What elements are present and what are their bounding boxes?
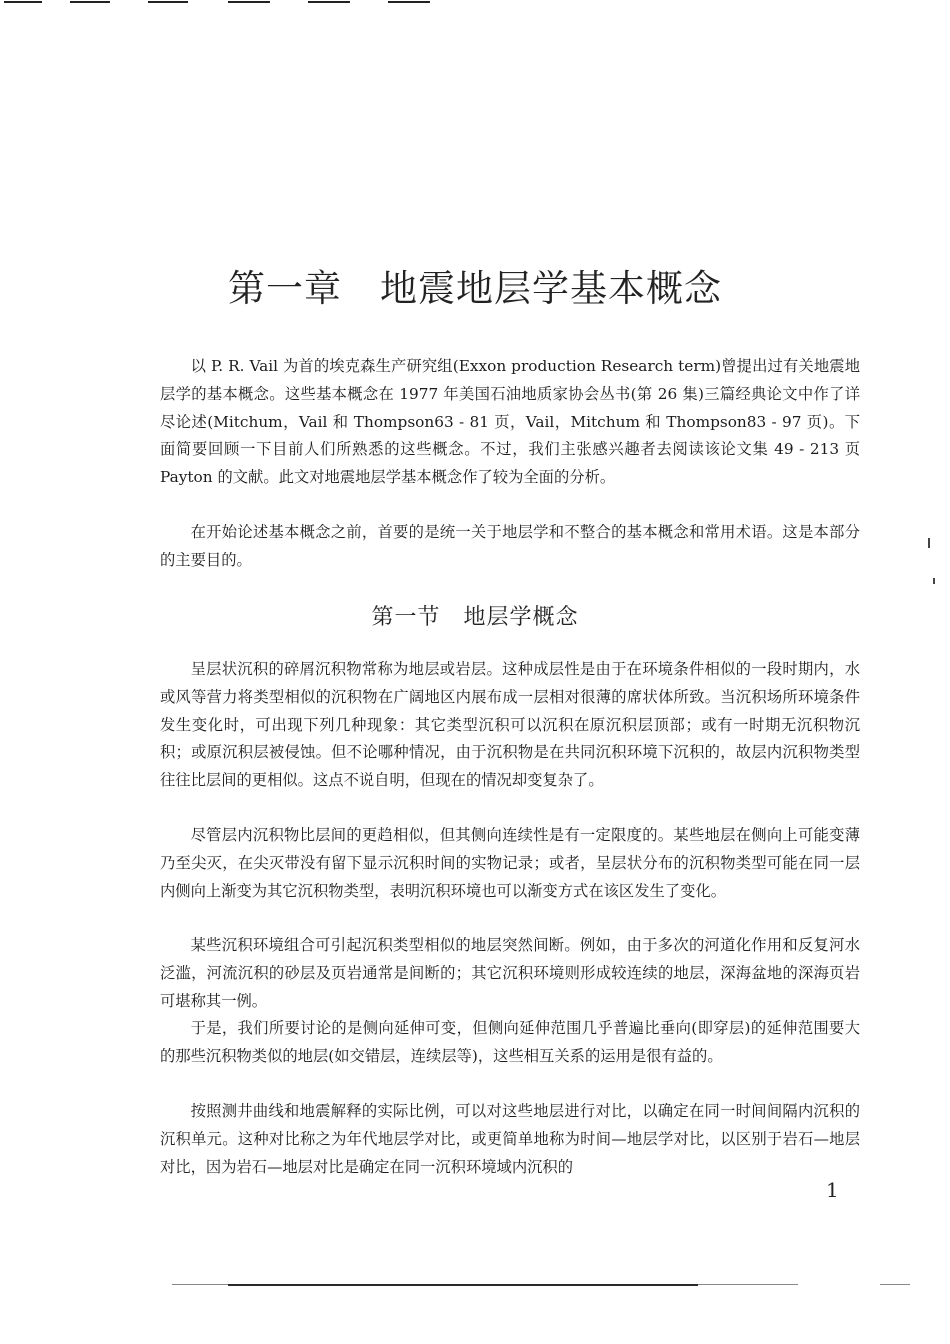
paragraph-discontinuity: 某些沉积环境组合可引起沉积类型相似的地层突然间断。例如，由于多次的河道化作用和反复河水泛滥，河流沉积的砂层及页岩通常是间断的；其它沉积环境则形成较连续的地层，深海盆地的深海页岩可堪称其一例。 — [160, 936, 860, 1010]
header-rule-segment — [4, 1, 42, 3]
footer-rule — [228, 1284, 698, 1286]
paragraph-lateral-extent: 于是，我们所要讨论的是侧向延伸可变，但侧向延伸范围几乎普遍比垂向(即穿层)的延伸范围要大的那些沉积物类似的地层(如交错层，连续层等)，这些相互关系的运用是很有益的。 — [160, 1019, 860, 1065]
footer-rule-faint — [698, 1284, 798, 1285]
header-rule-segment — [308, 1, 350, 3]
footer-rule-faint — [880, 1284, 910, 1285]
paragraph-intro: 以 P. R. Vail 为首的埃克森生产研究组(Exxon production Research term)曾提出过有关地震地层学的基本概念。这些基本概念在 1977 年美国石油地质家协会丛书(第 26 集)三篇经典论文中作了详尽论述(Mitchum，Vail 和 Thompson63 - 81 页，Vail，Mitchum 和 Thompson83 - 97 页)。下面简要回顾一下目前人们所熟悉的这些概念。不过，我们主张感兴趣者去阅读该论文集 49 - 213 页 Payton 的文献。此文对地震地层学基本概念作了较为全面的分析。 — [160, 357, 860, 487]
paragraph-correlation: 按照测井曲线和地震解释的实际比例，可以对这些地层进行对比，以确定在同一时间间隔内沉积的沉积单元。这种对比称之为年代地层学对比，或更简单地称为时间—地层学对比，以区别于岩石—地层对比，因为岩石—地层对比是确定在同一沉积环境域内沉积的 — [160, 1102, 860, 1176]
scan-mark — [928, 538, 930, 548]
paragraph-lateral-continuity: 尽管层内沉积物比层间的更趋相似，但其侧向连续性是有一定限度的。某些地层在侧向上可能变薄乃至尖灭，在尖灭带没有留下显示沉积时间的实物记录；或者，呈层状分布的沉积物类型可能在同一层内侧向上渐变为其它沉积物类型，表明沉积环境也可以渐变方式在该区发生了变化。 — [160, 826, 860, 900]
header-rule-segment — [388, 1, 430, 3]
header-rule-segment — [70, 1, 110, 3]
footer-rule-faint — [172, 1284, 228, 1285]
section-title: 第一节 地层学概念 — [371, 605, 579, 630]
scan-mark — [933, 578, 935, 584]
paragraph-stratification: 呈层状沉积的碎屑沉积物常称为地层或岩层。这种成层性是由于在环境条件相似的一段时期内，水或风等营力将类型相似的沉积物在广阔地区内展布成一层相对很薄的席状体所致。当沉积场所环境条件发生变化时，可出现下列几种现象：其它类型沉积可以沉积在原沉积层顶部；或有一时期无沉积物沉积；或原沉积层被侵蚀。但不论哪种情况，由于沉积物是在共同沉积环境下沉积的，故层内沉积物类型往往比层间的更相似。这点不说自明，但现在的情况却变复杂了。 — [160, 660, 860, 790]
page-number: 1 — [826, 1178, 839, 1202]
header-rule-segment — [228, 1, 270, 3]
header-rule-segment — [148, 1, 188, 3]
chapter-title: 第一章 地震地层学基本概念 — [228, 267, 722, 310]
paragraph-purpose: 在开始论述基本概念之前，首要的是统一关于地层学和不整合的基本概念和常用术语。这是本部分的主要目的。 — [160, 523, 860, 569]
